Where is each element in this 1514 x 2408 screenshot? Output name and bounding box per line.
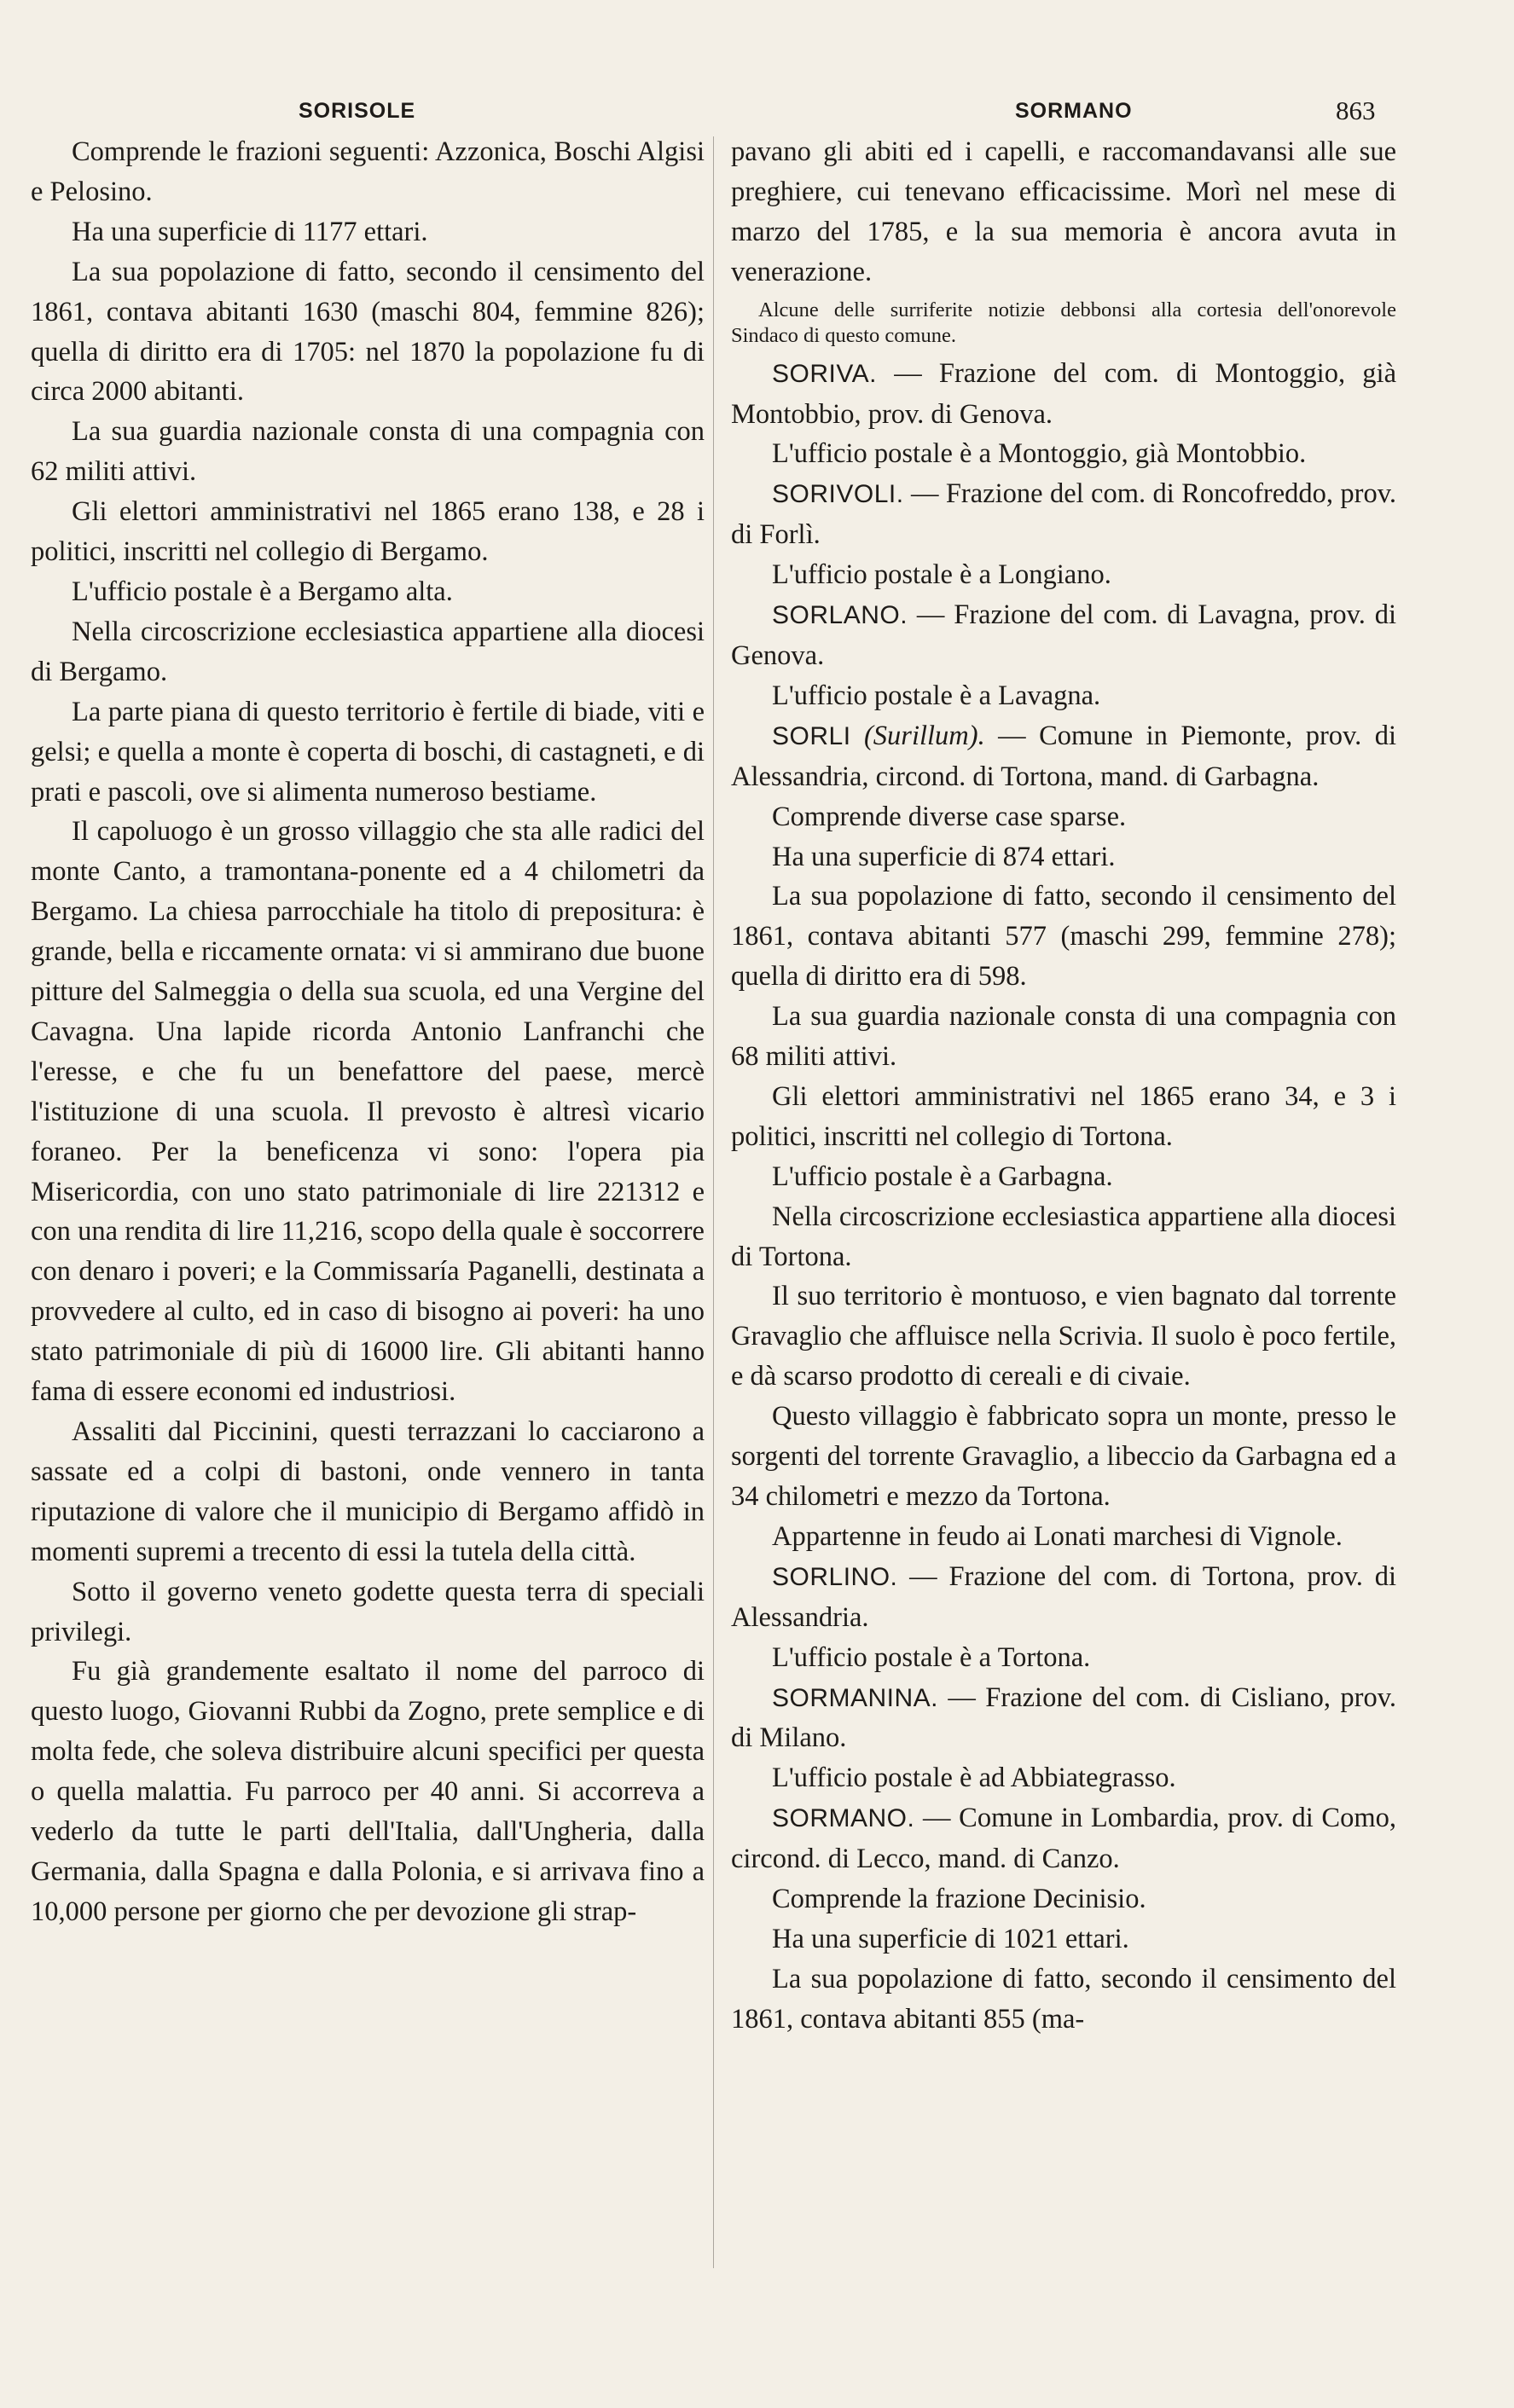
paragraph: Comprende diverse case sparse.: [772, 801, 1127, 832]
paragraph: Questo villaggio è fabbricato sopra un monte, presso le sorgenti del torrente Gravaglio, a libeccio da Garbagna ed a 34 chilometri e mezzo da Tortona.: [731, 1401, 1396, 1512]
paragraph: Ha una superficie di 874 ettari.: [772, 841, 1116, 872]
entry-latin-name: (Surillum).: [863, 720, 985, 751]
paragraph: Fu già grandemente esaltato il nome del parroco di questo luogo, Giovanni Rubbi da Zogno, prete semplice e di molta fede, che soleva distribuire alcuni specifici per questa o quella malattia. Fu parroco per 40 anni. Si accorreva a vederlo da tutte le parti dell'Italia, dall'Ungheria, dalla Germania, dalla Spagna e dalla Polonia, e si arrivava fino a 10,000 persone per giorno che per devozione gli strap-: [31, 1656, 705, 1927]
entry-heading: SORMANO.: [772, 1804, 915, 1833]
entry-sormano: [731, 1798, 1396, 1879]
paragraph: Ha una superficie di 1021 ettari.: [772, 1923, 1129, 1954]
paragraph: La sua guardia nazionale consta di una compagnia con 68 militi attivi.: [731, 1001, 1396, 1073]
entry-text: — Frazione del com. di Roncofreddo, prov. di Forlì.: [731, 478, 1397, 551]
left-column: [31, 132, 705, 1932]
paragraph: L'ufficio postale è a Montoggio, già Montobbio.: [772, 438, 1307, 470]
entry-text: — Comune in Piemonte, prov. di Alessandria, circond. di Tortona, mand. di Garbagna.: [731, 720, 1396, 792]
entry-text: — Frazione del com. di Cisliano, prov. di Milano.: [731, 1682, 1397, 1754]
paragraph: Comprende le frazioni seguenti: Azzonica, Boschi Algisi e Pelosino.: [31, 136, 705, 207]
entry-sorli: [731, 716, 1396, 797]
paragraph: La sua guardia nazionale consta di una compagnia con 62 militi attivi.: [31, 416, 705, 488]
entry-text: — Comune in Lombardia, prov. di Como, circond. di Lecco, mand. di Canzo.: [731, 1803, 1396, 1875]
paragraph: Ha una superficie di 1177 ettari.: [72, 216, 428, 247]
paragraph: L'ufficio postale è a Longiano.: [772, 559, 1111, 591]
paragraph: La sua popolazione di fatto, secondo il censimento del 1861, contava abitanti 1630 (maschi 804, femmine 826); quella di diritto era di 1705: nel 1870 la popolazione fu di circa 2000 abitanti.: [31, 256, 705, 408]
entry-text: — Frazione del com. di Tortona, prov. di Alessandria.: [731, 1560, 1397, 1633]
paragraph: La sua popolazione di fatto, secondo il censimento del 1861, contava abitanti 577 (maschi 299, femmine 278); quella di diritto era di 598.: [731, 881, 1396, 993]
entry-heading: SORIVOLI.: [772, 480, 904, 509]
entry-heading: SORLI: [772, 721, 851, 750]
paragraph: L'ufficio postale è a Garbagna.: [772, 1161, 1113, 1192]
entry-heading: SORIVA.: [772, 359, 877, 388]
entry-sormanina: [731, 1678, 1396, 1759]
page-number: 863: [1336, 96, 1376, 125]
paragraph: Assaliti dal Piccinini, questi terrazzani lo cacciarono a sassate ed a colpi di bastoni, onde vennero in tanta riputazione di valore che il municipio di Bergamo affidò in momenti supremi a trecento di essi la tutela della città.: [31, 1416, 705, 1567]
paragraph: Gli elettori amministrativi nel 1865 erano 138, e 28 i politici, inscritti nel collegio di Bergamo.: [31, 496, 705, 568]
entry-heading: SORLANO.: [772, 601, 908, 630]
entry-text: — Frazione del com. di Lavagna, prov. di Genova.: [731, 599, 1397, 671]
paragraph: Il capoluogo è un grosso villaggio che sta alle radici del monte Canto, a tramontana-ponente ed a 4 chilometri da Bergamo. La chiesa parrocchiale ha titolo di prepositura: è grande, bella e riccamente ornata: vi si ammirano due buone pitture del Salmeggia o della sua scuola, ed una Vergine del Cavagna. Una lapide ricorda Antonio Lanfranchi che l'eresse, e che fu un benefattore del paese, mercè l'istituzione di una scuola. Il prevosto è altresì vicario foraneo. Per la beneficenza vi sono: l'opera pia Misericordia, con uno stato patrimoniale di lire 221312 e con una rendita di lire 11,216, scopo della quale è soccorrere con denaro i poveri; e la Commissaría Paganelli, destinata a provvedere al culto, ed in caso di bisogno ai poveri: ha uno stato patrimoniale di più di 16000 lire. Gli abitanti hanno fama di essere economi ed industriosi.: [31, 816, 705, 1408]
running-head-right: SORMANO: [1015, 99, 1133, 123]
entry-text: — Frazione del com. di Montoggio, già Montobbio, prov. di Genova.: [731, 357, 1397, 430]
paragraph: La parte piana di questo territorio è fertile di biade, viti e gelsi; e quella a monte è coperta di boschi, di castagneti, e di prati e pascoli, ove si alimenta numeroso bestiame.: [31, 696, 705, 807]
right-column: [731, 132, 1396, 2040]
paragraph: Il suo territorio è montuoso, e vien bagnato dal torrente Gravaglio che affluisce nella Scrivia. Il suolo è poco fertile, e dà scarso prodotto di cereali e di civaie.: [731, 1281, 1396, 1392]
running-head-left: SORISOLE: [299, 99, 416, 123]
paragraph: Gli elettori amministrativi nel 1865 erano 34, e 3 i politici, inscritti nel collegio di Tortona.: [731, 1080, 1396, 1152]
paragraph: L'ufficio postale è a Bergamo alta.: [72, 576, 453, 607]
paragraph: Comprende la frazione Decinisio.: [772, 1884, 1146, 1915]
paragraph-continued: pavano gli abiti ed i capelli, e raccomandavansi alle sue preghiere, cui tenevano efficacissime. Morì nel mese di marzo del 1785, e la sua memoria è ancora avuta in venerazione.: [731, 136, 1396, 287]
paragraph: Appartenne in feudo ai Lonati marchesi di Vignole.: [772, 1520, 1343, 1552]
entry-sorivoli: [731, 474, 1396, 555]
paragraph: Nella circoscrizione ecclesiastica appartiene alla diocesi di Tortona.: [731, 1201, 1396, 1272]
footnote: Alcune delle surriferite notizie debbonsi alla cortesia dell'onorevole Sindaco di questo comune.: [731, 298, 1396, 347]
entry-sorlano: [731, 595, 1396, 676]
entry-heading: SORMANINA.: [772, 1683, 939, 1712]
paragraph: Sotto il governo veneto godette questa terra di speciali privilegi.: [31, 1576, 705, 1647]
paragraph: L'ufficio postale è ad Abbiategrasso.: [772, 1763, 1176, 1794]
paragraph: L'ufficio postale è a Lavagna.: [772, 680, 1101, 711]
entry-sorlino: [731, 1557, 1396, 1638]
entry-soriva: [731, 354, 1396, 435]
column-divider: [713, 136, 714, 2268]
paragraph: L'ufficio postale è a Tortona.: [772, 1641, 1091, 1673]
paragraph: Nella circoscrizione ecclesiastica appartiene alla diocesi di Bergamo.: [31, 616, 705, 687]
entry-heading: SORLINO.: [772, 1562, 898, 1591]
paragraph: La sua popolazione di fatto, secondo il censimento del 1861, contava abitanti 855 (ma-: [731, 1963, 1396, 2035]
